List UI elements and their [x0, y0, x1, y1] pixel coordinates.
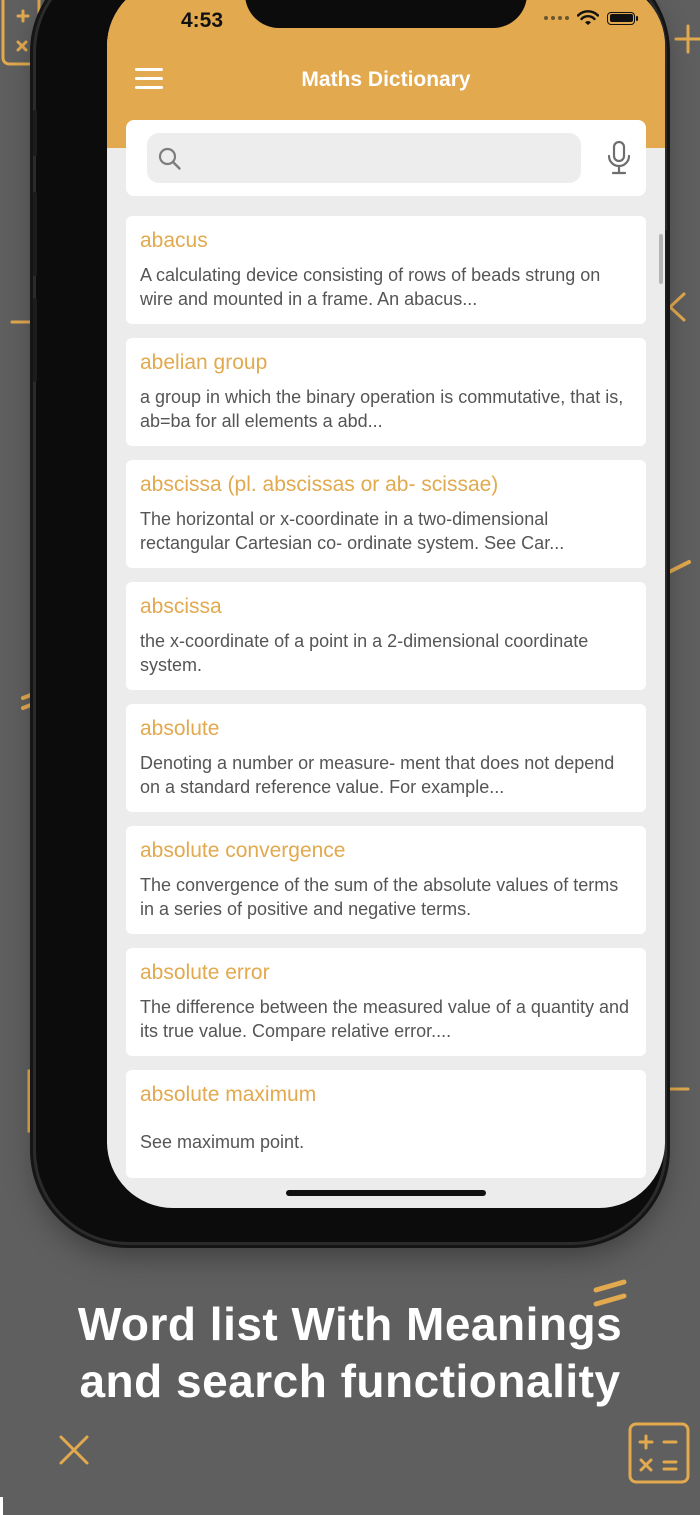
entry-term: absolute convergence: [140, 839, 346, 862]
word-list: [126, 216, 646, 1192]
search-box[interactable]: [147, 133, 581, 183]
side-button-left-3: [33, 298, 37, 382]
search-input[interactable]: [193, 133, 577, 185]
list-item[interactable]: [126, 582, 646, 690]
entry-definition: Denoting a number or measure- ment that does not depend on a standard reference value. For example...: [140, 753, 615, 797]
promo-caption: [0, 1296, 700, 1410]
entry-term: absolute maximum: [140, 1083, 317, 1106]
entry-definition: The difference between the measured value of a quantity and its true value. Compare relative error....: [140, 997, 629, 1041]
caption-line-1: Word list With Meanings: [77, 1298, 623, 1350]
entry-definition: the x-coordinate of a point in a 2-dimensional coordinate system.: [140, 631, 589, 675]
list-item[interactable]: [126, 826, 646, 934]
entry-definition: The convergence of the sum of the absolute values of terms in a series of positive and negative terms.: [140, 875, 619, 919]
multiply-sign-icon-bottom-left: [56, 1432, 92, 1468]
list-item[interactable]: [126, 338, 646, 446]
battery-icon: [607, 12, 635, 25]
app-title: Maths Dictionary: [301, 68, 471, 91]
entry-term: abscissa: [140, 595, 222, 618]
microphone-icon[interactable]: [606, 140, 632, 176]
status-time: 4:53: [180, 9, 224, 32]
notch: [245, 0, 527, 28]
entry-term: abelian group: [140, 351, 268, 374]
magnifier-icon: [157, 146, 183, 172]
wifi-icon: [577, 10, 599, 26]
entry-definition: a group in which the binary operation is commutative, that is, ab=ba for all elements a abd...: [140, 387, 624, 431]
side-button-left-1: [33, 110, 37, 156]
caption-line-2: and search functionality: [79, 1355, 621, 1407]
entry-definition: A calculating device consisting of rows of beads strung on wire and mounted in a frame. An abacus...: [140, 265, 601, 309]
list-item[interactable]: [126, 704, 646, 812]
plus-sign-icon-lower-right: [662, 1066, 690, 1112]
list-item[interactable]: [126, 216, 646, 324]
entry-term: abacus: [140, 229, 208, 252]
app-screen: [107, 0, 665, 1208]
plus-sign-icon-top-right: [672, 22, 700, 56]
phone-frame: [36, 0, 664, 1242]
entry-term: abscissa (pl. abscissas or ab- scissae): [140, 473, 499, 496]
list-item[interactable]: [126, 460, 646, 568]
entry-term: absolute: [140, 717, 220, 740]
signal-dots-icon: [544, 16, 569, 20]
home-indicator[interactable]: [286, 1190, 486, 1196]
entry-definition: The horizontal or x-coordinate in a two-dimensional rectangular Cartesian co- ordinate system. See Car...: [140, 509, 565, 553]
calculator-icon-bottom-right: [626, 1420, 692, 1486]
less-than-icon-right: [664, 290, 688, 324]
entry-term: absolute error: [140, 961, 270, 984]
minus-sign-icon-right: [662, 556, 692, 578]
side-button-left-2: [33, 192, 37, 276]
search-card: [126, 120, 646, 196]
scrollbar[interactable]: [659, 234, 663, 284]
list-item[interactable]: [126, 948, 646, 1056]
status-icons: [544, 10, 635, 26]
list-item[interactable]: [126, 1070, 646, 1178]
corner-mark: [0, 1497, 3, 1515]
entry-definition: See maximum point.: [140, 1132, 305, 1152]
